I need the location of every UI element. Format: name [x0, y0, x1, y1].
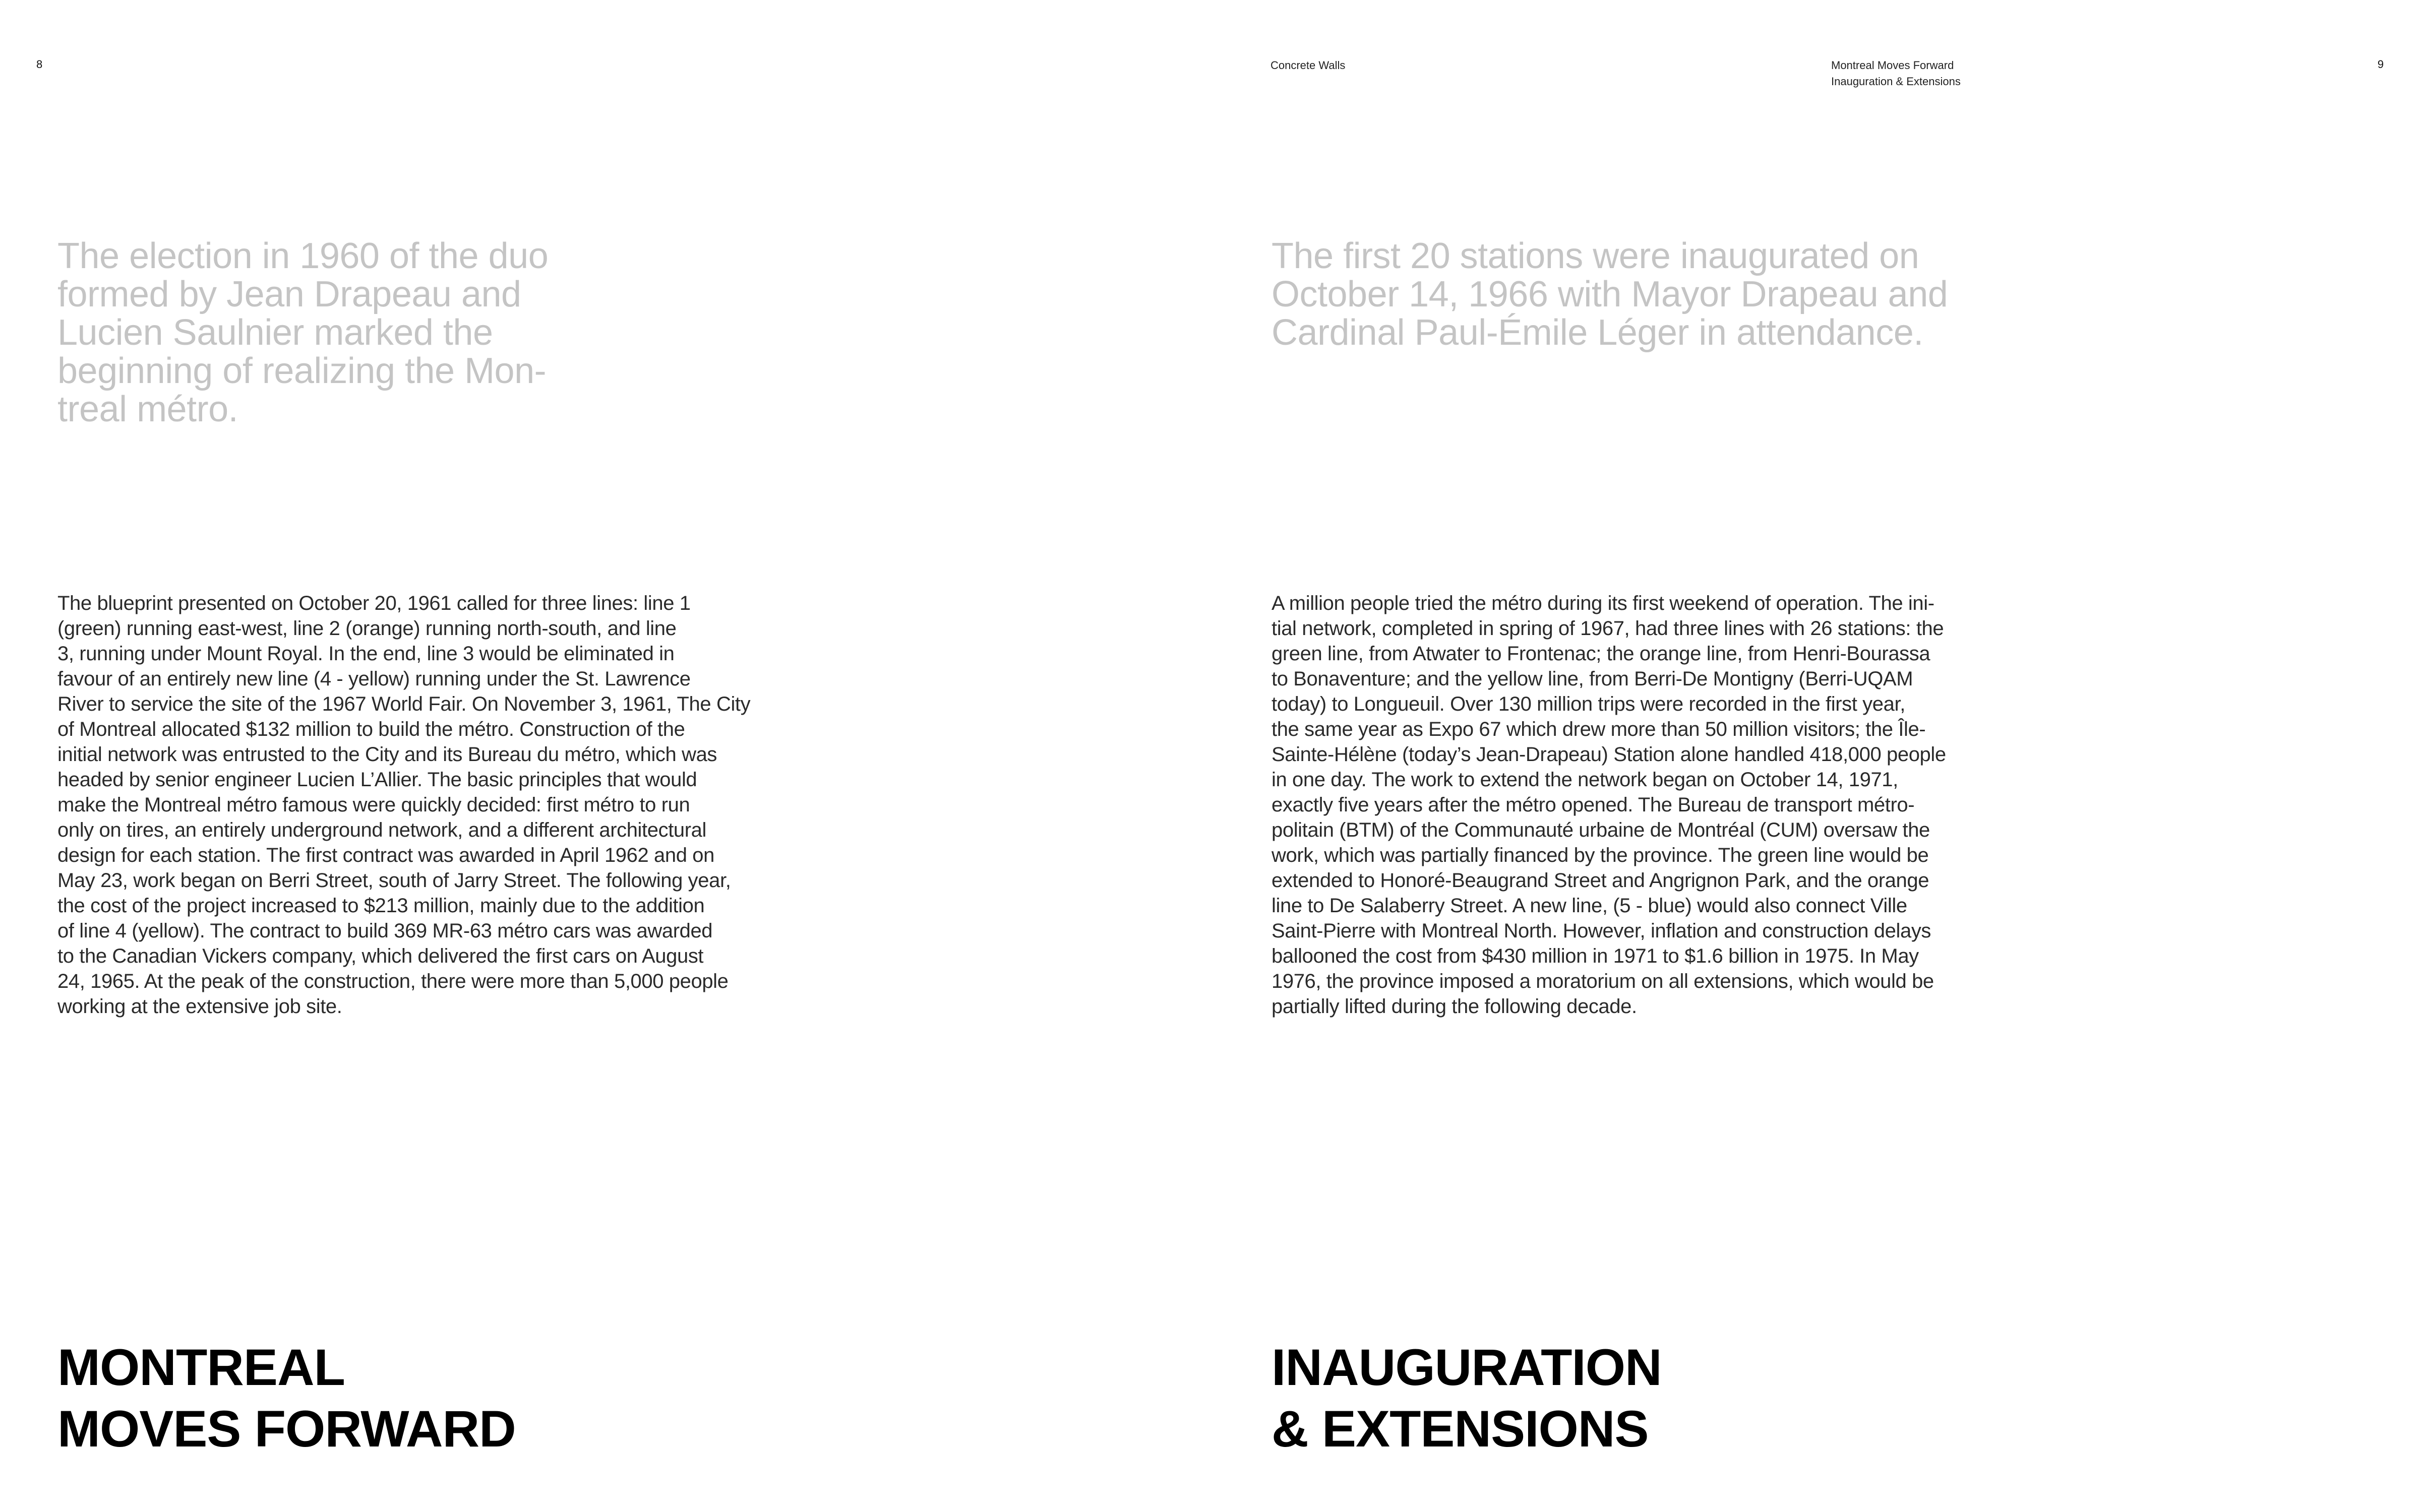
- pullquote-line: Lucien Saulnier marked the: [57, 312, 493, 353]
- body-line: politain (BTM) of the Communauté urbaine de Montréal (CUM) oversaw the: [1272, 819, 1930, 841]
- section-title-line: MOVES FORWARD: [57, 1400, 516, 1458]
- body-line: of Montreal allocated $132 million to build the métro. Construction of the: [57, 718, 685, 740]
- page-number-left: 8: [36, 58, 43, 71]
- pullquote-line: formed by Jean Drapeau and: [57, 274, 521, 314]
- body-line: May 23, work began on Berri Street, south of Jarry Street. The following year,: [57, 869, 731, 892]
- pullquote-line: October 14, 1966 with Mayor Drapeau and: [1272, 274, 1948, 314]
- body-line: 3, running under Mount Royal. In the end, line 3 would be eliminated in: [57, 643, 675, 665]
- running-head-section: [1270, 57, 1345, 74]
- body-line: extended to Honoré-Beaugrand Street and Angrignon Park, and the orange: [1272, 869, 1929, 892]
- body-line: the same year as Expo 67 which drew more than 50 million visitors; the Île-: [1272, 718, 1926, 740]
- pullquote-left: [57, 237, 548, 428]
- section-title-line: MONTREAL: [57, 1339, 345, 1396]
- chapter-label-line: Montreal Moves Forward: [1831, 59, 1954, 72]
- body-line: work, which was partially financed by the province. The green line would be: [1272, 844, 1929, 866]
- body-line: only on tires, an entirely underground network, and a different architectural: [57, 819, 707, 841]
- body-line: favour of an entirely new line (4 - yellow) running under the St. Lawrence: [57, 668, 691, 690]
- body-text-right: [1272, 591, 1946, 1019]
- body-line: headed by senior engineer Lucien L’Allier. The basic principles that would: [57, 769, 697, 791]
- right-page: [1210, 0, 2420, 1512]
- section-title-right: [1272, 1337, 1662, 1460]
- body-line: River to service the site of the 1967 World Fair. On November 3, 1961, The City: [57, 693, 751, 715]
- chapter-label-line: Inauguration & Extensions: [1831, 75, 1961, 88]
- pullquote-line: treal métro.: [57, 389, 238, 429]
- section-label: Concrete Walls: [1270, 59, 1346, 72]
- body-line: The blueprint presented on October 20, 1961 called for three lines: line 1: [57, 592, 691, 614]
- body-line: A million people tried the métro during its first weekend of operation. The ini-: [1272, 592, 1934, 614]
- body-line: working at the extensive job site.: [57, 995, 342, 1018]
- body-line: (green) running east-west, line 2 (orange) running north-south, and line: [57, 617, 677, 640]
- body-line: to the Canadian Vickers company, which delivered the first cars on August: [57, 945, 704, 967]
- body-line: partially lifted during the following decade.: [1272, 995, 1637, 1018]
- body-line: tial network, completed in spring of 1967, had three lines with 26 stations: the: [1272, 617, 1944, 640]
- page-number-right: 9: [2377, 58, 2384, 71]
- section-title-left: [57, 1337, 516, 1460]
- body-line: today) to Longueuil. Over 130 million trips were recorded in the first year,: [1272, 693, 1905, 715]
- pullquote-line: Cardinal Paul-Émile Léger in attendance.: [1272, 312, 1923, 353]
- body-line: design for each station. The first contract was awarded in April 1962 and on: [57, 844, 714, 866]
- body-line: exactly five years after the métro opened. The Bureau de transport métro-: [1272, 794, 1915, 816]
- pullquote-right: [1272, 237, 1948, 352]
- body-text-left: [57, 591, 750, 1019]
- pullquote-line: The first 20 stations were inaugurated on: [1272, 236, 1919, 276]
- body-line: green line, from Atwater to Frontenac; the orange line, from Henri-Bourassa: [1272, 643, 1930, 665]
- body-line: ballooned the cost from $430 million in 1971 to $1.6 billion in 1975. In May: [1272, 945, 1919, 967]
- section-title-line: & EXTENSIONS: [1272, 1400, 1649, 1458]
- pullquote-line: beginning of realizing the Mon-: [57, 351, 547, 391]
- body-line: Sainte-Hélène (today’s Jean-Drapeau) Station alone handled 418,000 people: [1272, 743, 1946, 766]
- body-line: of line 4 (yellow). The contract to build 369 MR-63 métro cars was awarded: [57, 920, 713, 942]
- body-line: the cost of the project increased to $213 million, mainly due to the addition: [57, 895, 705, 917]
- body-line: in one day. The work to extend the network began on October 14, 1971,: [1272, 769, 1898, 791]
- body-line: line to De Salaberry Street. A new line, (5 - blue) would also connect Ville: [1272, 895, 1907, 917]
- body-line: 24, 1965. At the peak of the construction, there were more than 5,000 people: [57, 970, 729, 992]
- body-line: initial network was entrusted to the City and its Bureau du métro, which was: [57, 743, 717, 766]
- body-line: to Bonaventure; and the yellow line, from Berri-De Montigny (Berri-UQAM: [1272, 668, 1913, 690]
- body-line: make the Montreal métro famous were quickly decided: first métro to run: [57, 794, 690, 816]
- body-line: Saint-Pierre with Montreal North. However, inflation and construction delays: [1272, 920, 1931, 942]
- pullquote-line: The election in 1960 of the duo: [57, 236, 549, 276]
- body-line: 1976, the province imposed a moratorium on all extensions, which would be: [1272, 970, 1934, 992]
- running-head-chapters: [1831, 57, 1961, 90]
- section-title-line: INAUGURATION: [1272, 1339, 1662, 1396]
